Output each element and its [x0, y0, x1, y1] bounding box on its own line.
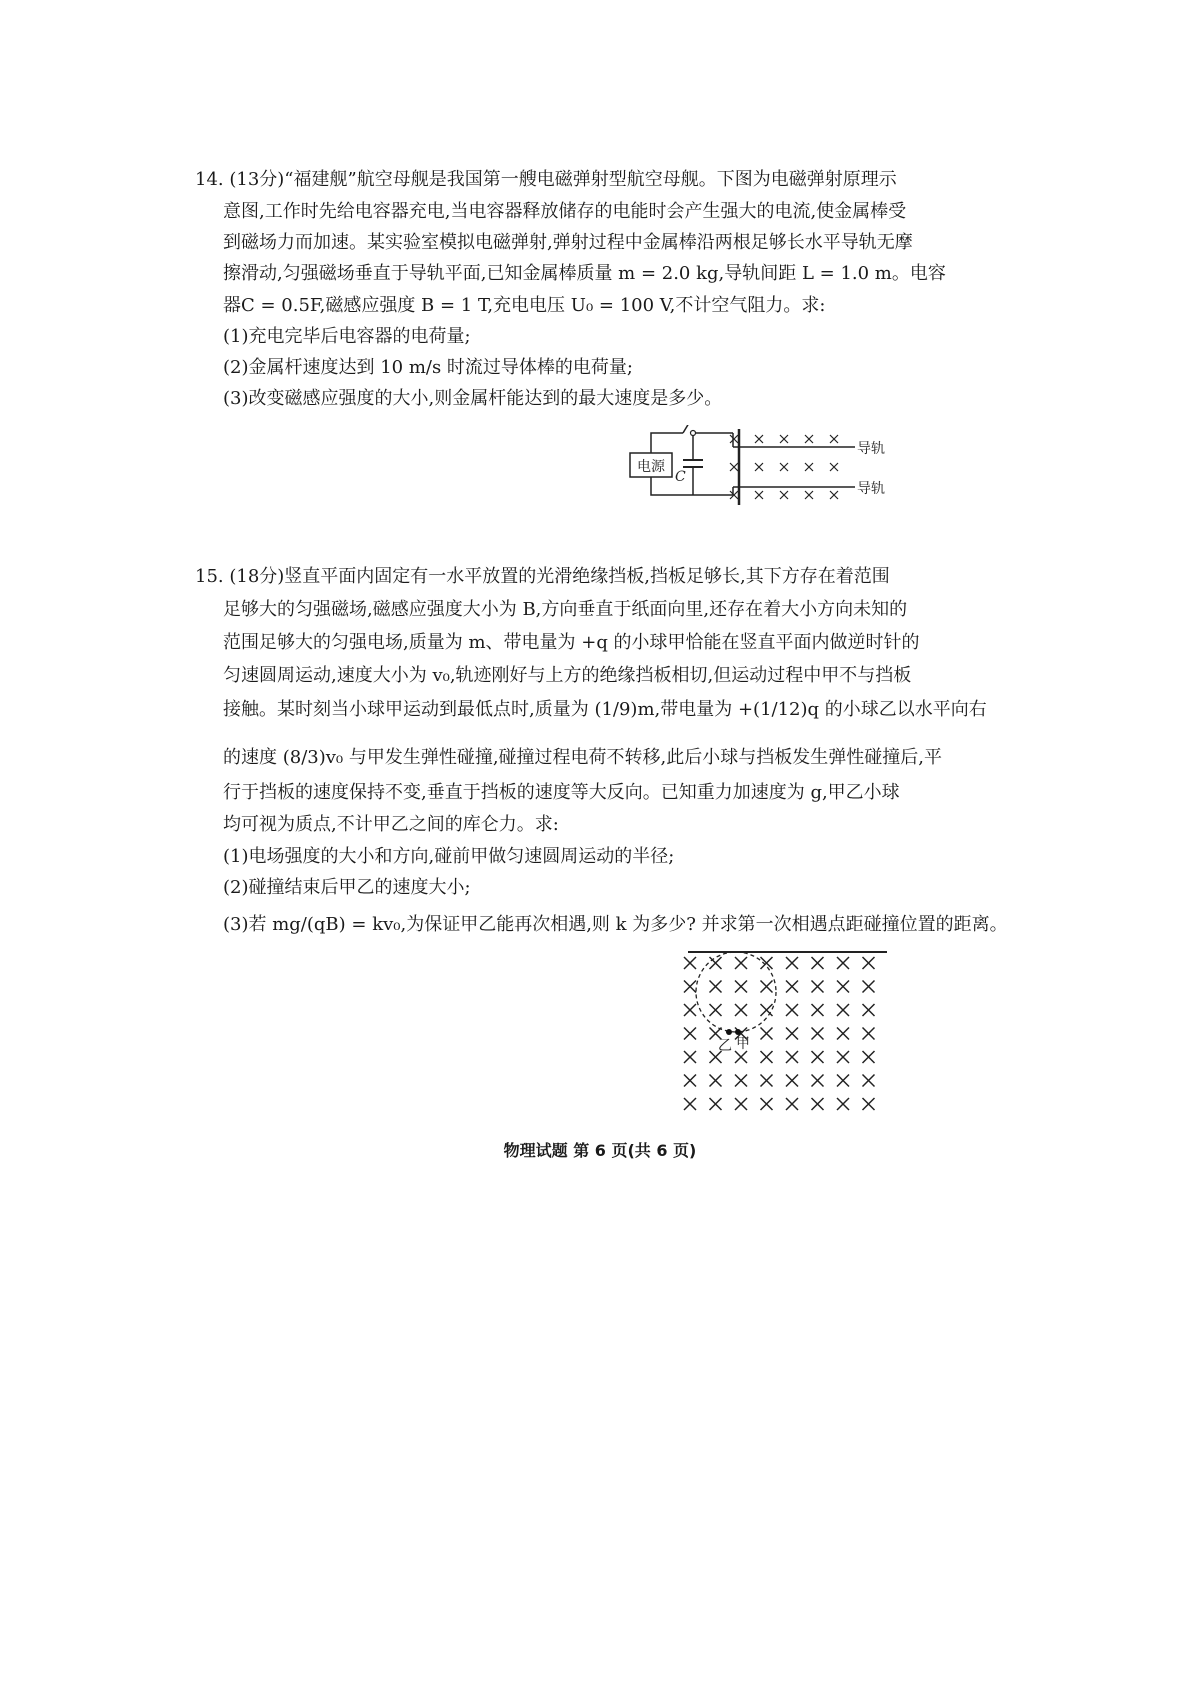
field-cross [812, 1051, 824, 1063]
rail-label-top: 导轨 [857, 441, 885, 457]
magnetic-field-crosses [730, 435, 838, 499]
q15-line-5: 接触。某时刻当小球甲运动到最低点时,质量为 (1/9)m,带电量为 +(1/12)q 的小球乙以水平向右 [223, 699, 987, 720]
q15-field-figure [680, 945, 895, 1120]
q14-circuit-figure [625, 425, 900, 510]
field-cross [837, 1051, 849, 1063]
field-cross [761, 1098, 773, 1110]
field-cross [684, 1075, 696, 1087]
field-cross [786, 1098, 798, 1110]
field-cross [710, 981, 722, 993]
field-cross [837, 981, 849, 993]
q15-sub-3: (3)若 mg/(qB) = kv₀,为保证甲乙能再次相遇,则 k 为多少? 并求第一次相遇点距碰撞位置的距离。 [223, 914, 1008, 935]
field-cross [710, 1098, 722, 1110]
field-cross [812, 1075, 824, 1087]
field-cross [863, 1098, 875, 1110]
q14-line-3: 到磁场力而加速。某实验室模拟电磁弹射,弹射过程中金属棒沿两根足够长水平导轨无摩 [223, 232, 913, 253]
field-cross [761, 981, 773, 993]
ball-yi [726, 1029, 732, 1035]
field-cross [837, 1098, 849, 1110]
field-cross [837, 957, 849, 969]
field-cross [735, 1098, 747, 1110]
field-cross [786, 1075, 798, 1087]
q15-line-6: 的速度 (8/3)v₀ 与甲发生弹性碰撞,碰撞过程电荷不转移,此后小球与挡板发生弹性碰撞后,平 [223, 747, 943, 768]
ball-jia [735, 1029, 741, 1035]
ball-jia-label: 甲 [736, 1036, 750, 1052]
q15-sub-1: (1)电场强度的大小和方向,碰前甲做匀速圆周运动的半径; [223, 846, 675, 867]
q15-line-2: 足够大的匀强磁场,磁感应强度大小为 B,方向垂直于纸面向里,还存在着大小方向未知的 [223, 599, 908, 620]
field-cross [837, 1004, 849, 1016]
field-cross [812, 957, 824, 969]
field-cross [684, 1028, 696, 1040]
field-cross [761, 1075, 773, 1087]
field-cross [786, 1028, 798, 1040]
field-cross [684, 981, 696, 993]
field-cross [761, 1004, 773, 1016]
q14-line-1: 14. (13分)“福建舰”航空母舰是我国第一艘电磁弹射型航空母舰。下图为电磁弹射原理示 [195, 169, 897, 190]
field-cross [735, 957, 747, 969]
q15-line-7: 行于挡板的速度保持不变,垂直于挡板的速度等大反向。已知重力加速度为 g,甲乙小球 [223, 782, 900, 803]
field-cross [863, 1051, 875, 1063]
field-cross [863, 981, 875, 993]
field-cross [684, 957, 696, 969]
capacitor-label: C [675, 469, 686, 485]
question-15 [195, 565, 1008, 945]
q15-line-1: 15. (18分)竖直平面内固定有一水平放置的光滑绝缘挡板,挡板足够长,其下方存在着范围 [195, 566, 890, 587]
field-cross [710, 1004, 722, 1016]
field-cross [684, 1098, 696, 1110]
field-cross [684, 1051, 696, 1063]
field-cross [786, 1051, 798, 1063]
field-cross [735, 1075, 747, 1087]
field-cross [812, 981, 824, 993]
q14-sub-3: (3)改变磁感应强度的大小,则金属杆能达到的最大速度是多少。 [223, 388, 723, 409]
q15-line-3: 范围足够大的匀强电场,质量为 m、带电量为 +q 的小球甲恰能在竖直平面内做逆时针的 [223, 632, 920, 653]
field-cross [863, 1075, 875, 1087]
field-cross [812, 1098, 824, 1110]
page-footer: 物理试题 第 6 页(共 6 页) [503, 1141, 697, 1160]
field-cross [812, 1028, 824, 1040]
power-source-label: 电源 [637, 459, 665, 475]
field-cross [710, 957, 722, 969]
switch-blade [683, 425, 689, 433]
q14-sub-2: (2)金属杆速度达到 10 m/s 时流过导体棒的电荷量; [223, 357, 633, 378]
field-cross [684, 1004, 696, 1016]
switch-contact [691, 431, 696, 436]
field-cross [761, 1028, 773, 1040]
field-cross [735, 1004, 747, 1016]
field-cross [863, 1004, 875, 1016]
q14-sub-1: (1)充电完毕后电容器的电荷量; [223, 326, 471, 347]
field-cross-grid [684, 957, 875, 1110]
q15-sub-2: (2)碰撞结束后甲乙的速度大小; [223, 877, 471, 898]
field-cross [837, 1028, 849, 1040]
field-cross [863, 957, 875, 969]
field-cross [735, 981, 747, 993]
field-cross [786, 981, 798, 993]
field-cross [837, 1075, 849, 1087]
field-cross [786, 1004, 798, 1016]
field-cross [761, 1051, 773, 1063]
q14-line-4: 擦滑动,匀强磁场垂直于导轨平面,已知金属棒质量 m = 2.0 kg,导轨间距 L = 1.0 m。电容 [223, 263, 946, 284]
field-cross [761, 957, 773, 969]
question-14 [195, 168, 980, 409]
q14-line-5: 器C = 0.5F,磁感应强度 B = 1 T,充电电压 U₀ = 100 V,不计空气阻力。求: [223, 295, 826, 316]
rail-label-bottom: 导轨 [857, 481, 885, 497]
q15-line-4: 匀速圆周运动,速度大小为 v₀,轨迹刚好与上方的绝缘挡板相切,但运动过程中甲不与挡板 [223, 665, 912, 686]
field-cross [863, 1028, 875, 1040]
q14-line-2: 意图,工作时先给电容器充电,当电容器释放储存的电能时会产生强大的电流,使金属棒受 [223, 201, 907, 222]
field-cross [735, 1051, 747, 1063]
ball-yi-label: 乙 [718, 1038, 732, 1054]
field-cross [786, 957, 798, 969]
q15-line-8: 均可视为质点,不计甲乙之间的库仑力。求: [223, 814, 559, 835]
field-cross [710, 1075, 722, 1087]
field-cross [812, 1004, 824, 1016]
